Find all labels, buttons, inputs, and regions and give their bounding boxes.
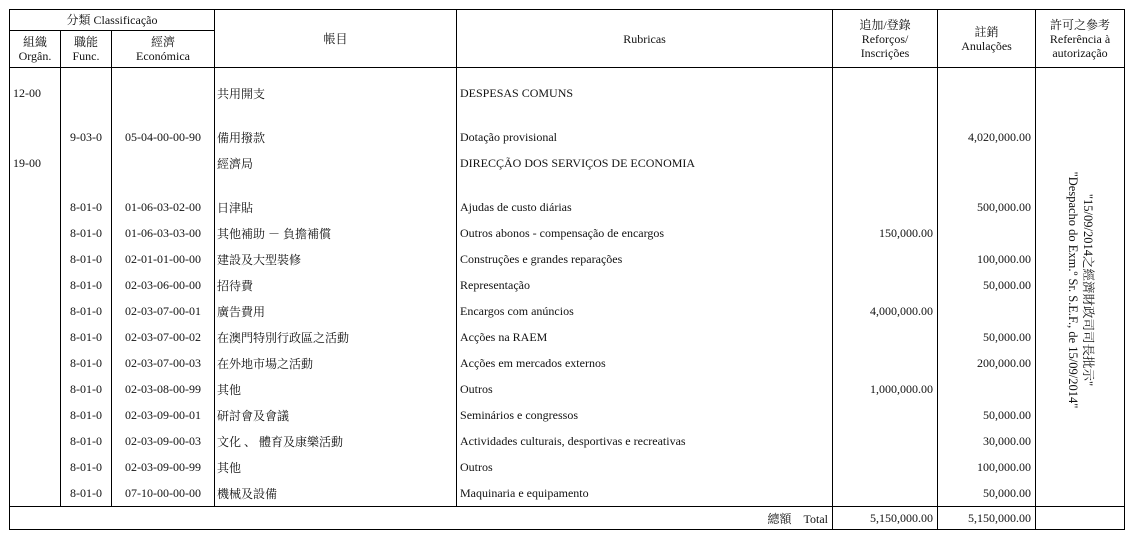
table-row: [10, 376, 1125, 402]
rubrica-cell: Actividades culturais, desportivas e recreativas: [457, 428, 833, 454]
classification-header: 分類 Classificação: [10, 10, 215, 31]
organ-cell: [10, 428, 61, 454]
func-cell: [61, 80, 112, 106]
organ-cell: [10, 480, 61, 507]
reforco-cell: [833, 246, 938, 272]
item-zh-cell: 招待費: [215, 272, 457, 298]
econ-cell: 05-04-00-00-90: [112, 124, 215, 150]
item-zh-cell: 在澳門特別行政區之活動: [215, 324, 457, 350]
reforcos-header: [833, 10, 938, 68]
econ-cell: 01-06-03-03-00: [112, 220, 215, 246]
table-row: [10, 298, 1125, 324]
organ-cell: 19-00: [10, 150, 61, 176]
func-cell: 8-01-0: [61, 402, 112, 428]
budget-table: [9, 9, 1125, 530]
reforco-cell: 4,000,000.00: [833, 298, 938, 324]
organ-cell: [10, 402, 61, 428]
organ-cell: [10, 350, 61, 376]
econ-header: [112, 31, 215, 68]
table-row: [10, 124, 1125, 150]
econ-cell: 02-03-06-00-00: [112, 272, 215, 298]
econ-header-zh: 經濟: [151, 35, 176, 49]
func-header-pt: Func.: [72, 49, 100, 63]
func-cell: 8-01-0: [61, 272, 112, 298]
item-zh-cell: 文化 、 體育及康樂活動: [215, 428, 457, 454]
reforco-cell: [833, 124, 938, 150]
item-zh-cell: 建設及大型裝修: [215, 246, 457, 272]
total-section: [10, 507, 1125, 530]
rubrica-cell: Representação: [457, 272, 833, 298]
rubrica-cell: Acções na RAEM: [457, 324, 833, 350]
spacer-row: [10, 176, 1125, 194]
table-row: [10, 150, 1125, 176]
table-row: [10, 80, 1125, 106]
anulacoes-header: [938, 10, 1036, 68]
table-row: [10, 402, 1125, 428]
authorization-reference-text: [1065, 80, 1095, 500]
anulacao-cell: 500,000.00: [938, 194, 1036, 220]
anulacoes-header-pt: Anulações: [961, 38, 1012, 53]
table-row: [10, 480, 1125, 507]
organ-cell: [10, 246, 61, 272]
authorization-reference: [1035, 75, 1124, 505]
table-body: [10, 68, 1125, 507]
item-zh-cell: 其他: [215, 376, 457, 402]
rubrica-cell: Encargos com anúncios: [457, 298, 833, 324]
anulacao-cell: 100,000.00: [938, 246, 1036, 272]
reforco-cell: [833, 350, 938, 376]
top-gap-row: [10, 68, 1125, 81]
anulacao-cell: [938, 220, 1036, 246]
organ-cell: [10, 298, 61, 324]
reforco-cell: 1,000,000.00: [833, 376, 938, 402]
econ-cell: [112, 80, 215, 106]
organ-header-zh: 組織: [22, 35, 47, 49]
item-zh-cell: 研討會及會議: [215, 402, 457, 428]
anulacao-cell: 4,020,000.00: [938, 124, 1036, 150]
item-zh-cell: 其他補助 － 負擔補償: [215, 220, 457, 246]
item-zh-cell: 備用撥款: [215, 124, 457, 150]
econ-cell: 02-03-09-00-99: [112, 454, 215, 480]
organ-cell: [10, 272, 61, 298]
reforco-cell: 150,000.00: [833, 220, 938, 246]
spacer-row: [10, 106, 1125, 124]
econ-cell: 02-03-09-00-03: [112, 428, 215, 454]
econ-cell: 02-03-08-00-99: [112, 376, 215, 402]
func-cell: 8-01-0: [61, 298, 112, 324]
item-zh-cell: 在外地市場之活動: [215, 350, 457, 376]
table-row: [10, 324, 1125, 350]
item-zh-cell: 共用開支: [215, 80, 457, 106]
econ-cell: 02-03-07-00-01: [112, 298, 215, 324]
anulacao-cell: 50,000.00: [938, 402, 1036, 428]
referencia-header: [1036, 10, 1125, 68]
rubrica-cell: Seminários e congressos: [457, 402, 833, 428]
item-zh-cell: 經濟局: [215, 150, 457, 176]
rubrica-cell: Outros: [457, 454, 833, 480]
reforco-cell: [833, 454, 938, 480]
anulacao-cell: [938, 150, 1036, 176]
anulacao-cell: 50,000.00: [938, 480, 1036, 507]
item-zh-cell: 日津貼: [215, 194, 457, 220]
table-row: [10, 272, 1125, 298]
func-cell: 8-01-0: [61, 428, 112, 454]
table-row: [10, 194, 1125, 220]
func-cell: 8-01-0: [61, 480, 112, 507]
reference-line-zh: "15/09/2014之經濟財政司司長批示": [1080, 193, 1095, 387]
anulacao-cell: 50,000.00: [938, 272, 1036, 298]
rubrica-cell: Outros: [457, 376, 833, 402]
organ-cell: [10, 324, 61, 350]
organ-cell: [10, 454, 61, 480]
reforco-cell: [833, 428, 938, 454]
budget-table-document: [9, 9, 1124, 525]
organ-header-pt: Orgân.: [18, 49, 52, 63]
anulacao-cell: 50,000.00: [938, 324, 1036, 350]
rubrica-cell: Ajudas de custo diárias: [457, 194, 833, 220]
rubrica-cell: Acções em mercados externos: [457, 350, 833, 376]
reforco-cell: [833, 194, 938, 220]
organ-cell: 12-00: [10, 80, 61, 106]
econ-cell: [112, 150, 215, 176]
total-anulacoes: 5,150,000.00: [938, 507, 1036, 530]
table-header: [10, 10, 1125, 68]
reforco-cell: [833, 324, 938, 350]
rubrica-cell: Outros abonos - compensação de encargos: [457, 220, 833, 246]
reforcos-header-pt2: Inscrições: [860, 45, 910, 60]
reforco-cell: [833, 150, 938, 176]
reforco-cell: [833, 80, 938, 106]
econ-cell: 07-10-00-00-00: [112, 480, 215, 507]
econ-header-pt: Económica: [136, 49, 190, 63]
func-cell: 8-01-0: [61, 194, 112, 220]
reforcos-header-zh: 追加/登錄: [859, 17, 911, 32]
reforco-cell: [833, 272, 938, 298]
anulacao-cell: 100,000.00: [938, 454, 1036, 480]
func-cell: 9-03-0: [61, 124, 112, 150]
rubrica-cell: DESPESAS COMUNS: [457, 80, 833, 106]
referencia-header-zh: 許可之參考: [1050, 17, 1111, 32]
rubrica-cell: Construções e grandes reparações: [457, 246, 833, 272]
func-header: [61, 31, 112, 68]
func-cell: 8-01-0: [61, 324, 112, 350]
referencia-header-pt2: autorização: [1052, 45, 1108, 60]
table-row: [10, 428, 1125, 454]
func-cell: [61, 150, 112, 176]
total-row: [10, 507, 1125, 530]
anulacoes-header-zh: 註銷: [974, 24, 999, 39]
organ-cell: [10, 376, 61, 402]
rubrica-cell: DIRECÇÃO DOS SERVIÇOS DE ECONOMIA: [457, 150, 833, 176]
anulacao-cell: 30,000.00: [938, 428, 1036, 454]
func-cell: 8-01-0: [61, 376, 112, 402]
econ-cell: 02-01-01-00-00: [112, 246, 215, 272]
organ-cell: [10, 220, 61, 246]
anulacao-cell: 200,000.00: [938, 350, 1036, 376]
func-cell: 8-01-0: [61, 246, 112, 272]
anulacao-cell: [938, 298, 1036, 324]
reforcos-header-pt1: Reforços/: [861, 31, 909, 46]
anulacao-cell: [938, 376, 1036, 402]
reforco-cell: [833, 402, 938, 428]
referencia-header-pt1: Referência à: [1049, 31, 1111, 46]
econ-cell: 01-06-03-02-00: [112, 194, 215, 220]
item-zh-cell: 機械及設備: [215, 480, 457, 507]
organ-cell: [10, 194, 61, 220]
table-row: [10, 246, 1125, 272]
item-zh-cell: 其他: [215, 454, 457, 480]
item-zh-header: 帳目: [215, 10, 457, 68]
rubrica-cell: Maquinaria e equipamento: [457, 480, 833, 507]
reference-line-pt: "Despacho do Exm.º Sr. S.E.F., de 15/09/2014": [1065, 171, 1080, 409]
func-header-zh: 職能: [73, 35, 98, 49]
econ-cell: 02-03-09-00-01: [112, 402, 215, 428]
rubricas-header: Rubricas: [457, 10, 833, 68]
reforco-cell: [833, 480, 938, 507]
organ-cell: [10, 124, 61, 150]
total-reforcos: 5,150,000.00: [833, 507, 938, 530]
table-row: [10, 350, 1125, 376]
table-row: [10, 454, 1125, 480]
func-cell: 8-01-0: [61, 220, 112, 246]
rubrica-cell: Dotação provisional: [457, 124, 833, 150]
organ-header: [10, 31, 61, 68]
anulacao-cell: [938, 80, 1036, 106]
table-row: [10, 220, 1125, 246]
func-cell: 8-01-0: [61, 454, 112, 480]
econ-cell: 02-03-07-00-02: [112, 324, 215, 350]
item-zh-cell: 廣告費用: [215, 298, 457, 324]
func-cell: 8-01-0: [61, 350, 112, 376]
total-label: 總額 Total: [10, 507, 833, 530]
econ-cell: 02-03-07-00-03: [112, 350, 215, 376]
